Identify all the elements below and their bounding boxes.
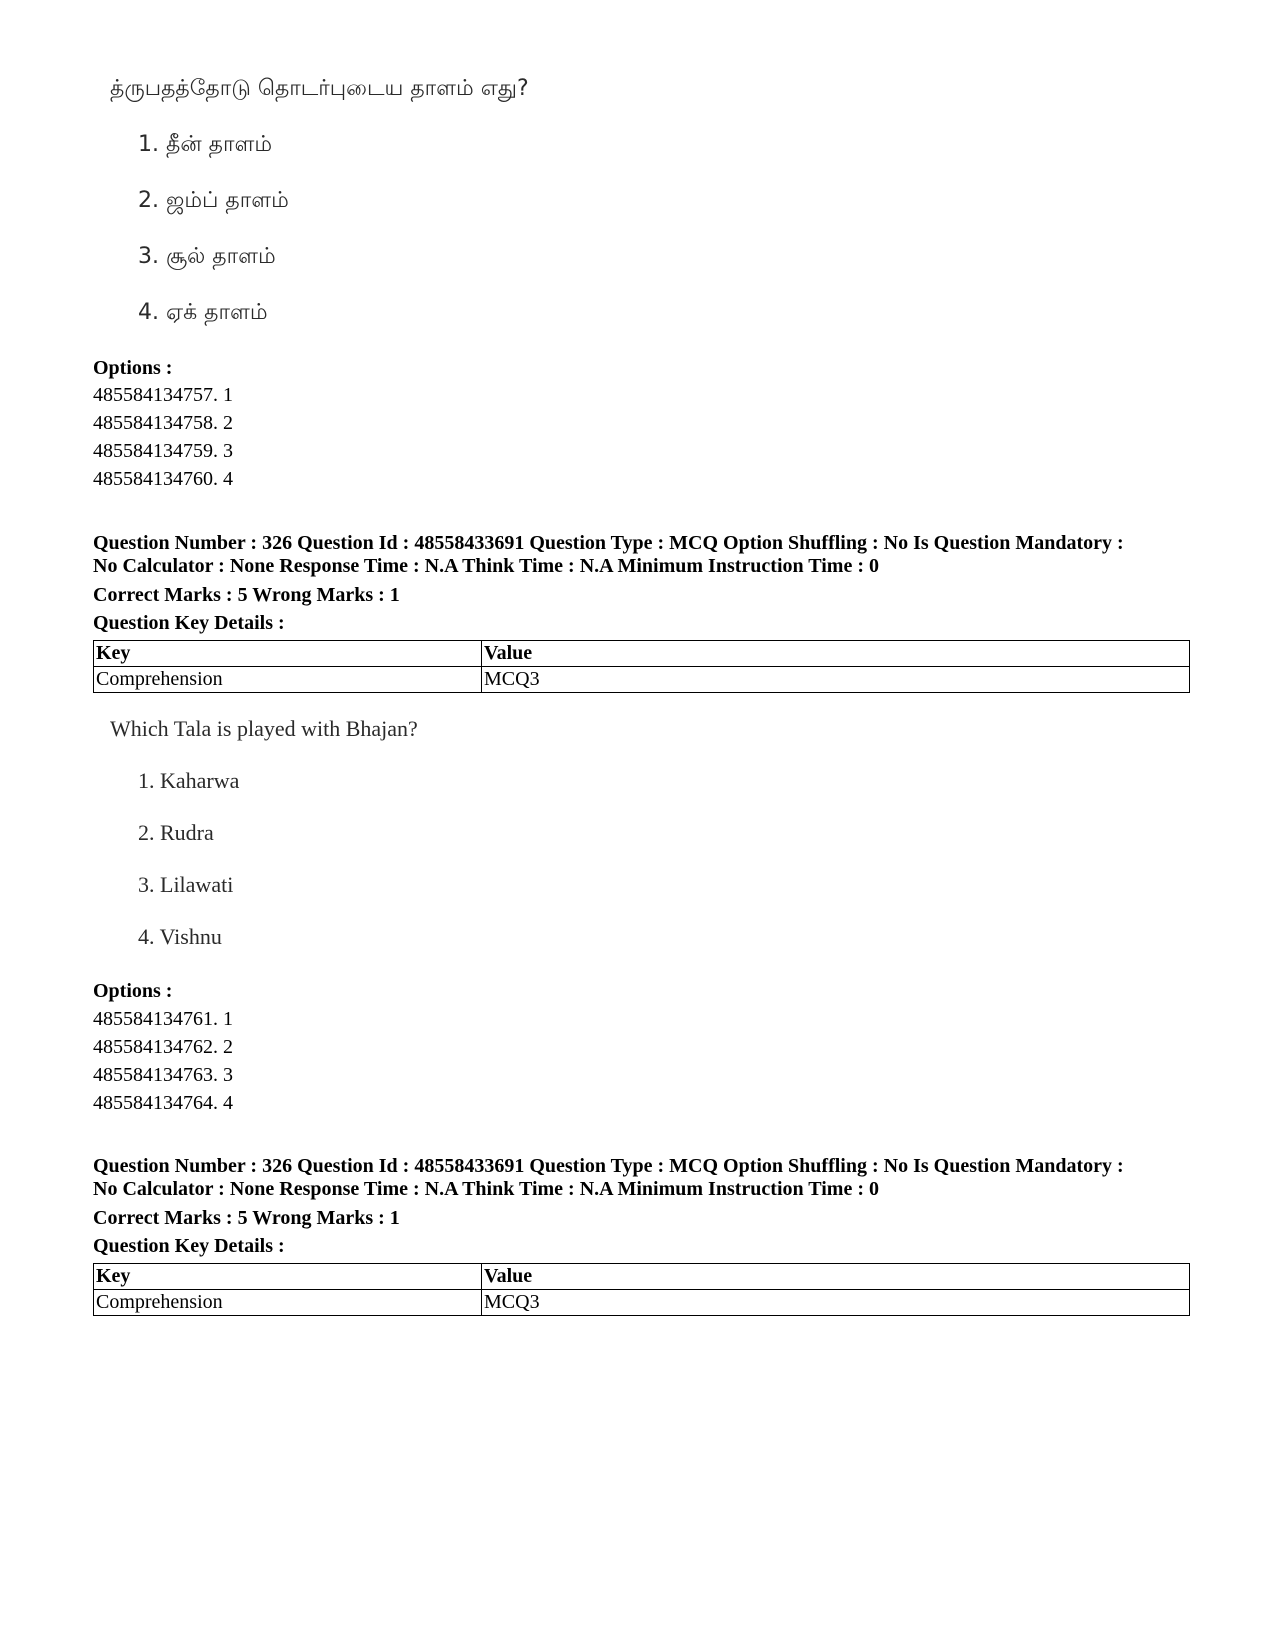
question-choice-2: 2. ஜம்ப் தாளம்: [138, 188, 289, 213]
option-line-4: 485584134764. 4: [93, 1092, 233, 1114]
table-header-row: [94, 641, 1190, 667]
table-header-key: Key: [94, 641, 482, 667]
option-line-2: 485584134758. 2: [93, 412, 233, 434]
table-header-row: [94, 1264, 1190, 1290]
table-cell-key: Comprehension: [94, 1290, 482, 1316]
question-stem: த்ருபதத்தோடு தொடர்புடைய தாளம் எது?: [110, 76, 529, 101]
question-meta-line-1: Question Number : 326 Question Id : 48558433691 Question Type : MCQ Option Shuffling : No Is Question Mandatory :: [93, 1155, 1124, 1177]
question-marks: Correct Marks : 5 Wrong Marks : 1: [93, 584, 400, 606]
question-image-tamil: [110, 72, 710, 342]
table-cell-value: MCQ3: [482, 667, 1190, 693]
table-header-value: Value: [482, 1264, 1190, 1290]
question-key-table: [93, 1263, 1190, 1316]
question-meta-line-2: No Calculator : None Response Time : N.A Think Time : N.A Minimum Instruction Time : 0: [93, 555, 879, 577]
option-line-1: 485584134761. 1: [93, 1008, 233, 1030]
option-line-3: 485584134763. 3: [93, 1064, 233, 1086]
table-cell-key: Comprehension: [94, 667, 482, 693]
table-header-value: Value: [482, 641, 1190, 667]
table-row: [94, 667, 1190, 693]
question-meta-line-1: Question Number : 326 Question Id : 48558433691 Question Type : MCQ Option Shuffling : No Is Question Mandatory :: [93, 532, 1124, 554]
question-choice-4: 4. ஏக் தாளம்: [138, 300, 268, 325]
question-choice-2: 2. Rudra: [138, 820, 214, 845]
question-choice-3: 3. Lilawati: [138, 872, 234, 897]
question-meta-line-2: No Calculator : None Response Time : N.A Think Time : N.A Minimum Instruction Time : 0: [93, 1178, 879, 1200]
question-key-table: [93, 640, 1190, 693]
table-header-key: Key: [94, 1264, 482, 1290]
question-choice-1: 1. Kaharwa: [138, 768, 240, 793]
question-choice-1: 1. தீன் தாளம்: [138, 132, 273, 157]
options-title: Options :: [93, 357, 173, 379]
question-choice-4: 4. Vishnu: [138, 924, 222, 949]
question-image-english: [110, 716, 710, 956]
question-key-details-title: Question Key Details :: [93, 1235, 285, 1257]
table-row: [94, 1290, 1190, 1316]
question-choice-3: 3. சூல் தாளம்: [138, 244, 276, 269]
question-stem: Which Tala is played with Bhajan?: [110, 716, 418, 741]
option-line-3: 485584134759. 3: [93, 440, 233, 462]
option-line-2: 485584134762. 2: [93, 1036, 233, 1058]
question-marks: Correct Marks : 5 Wrong Marks : 1: [93, 1207, 400, 1229]
question-key-details-title: Question Key Details :: [93, 612, 285, 634]
options-title: Options :: [93, 980, 173, 1002]
option-line-1: 485584134757. 1: [93, 384, 233, 406]
table-cell-value: MCQ3: [482, 1290, 1190, 1316]
option-line-4: 485584134760. 4: [93, 468, 233, 490]
